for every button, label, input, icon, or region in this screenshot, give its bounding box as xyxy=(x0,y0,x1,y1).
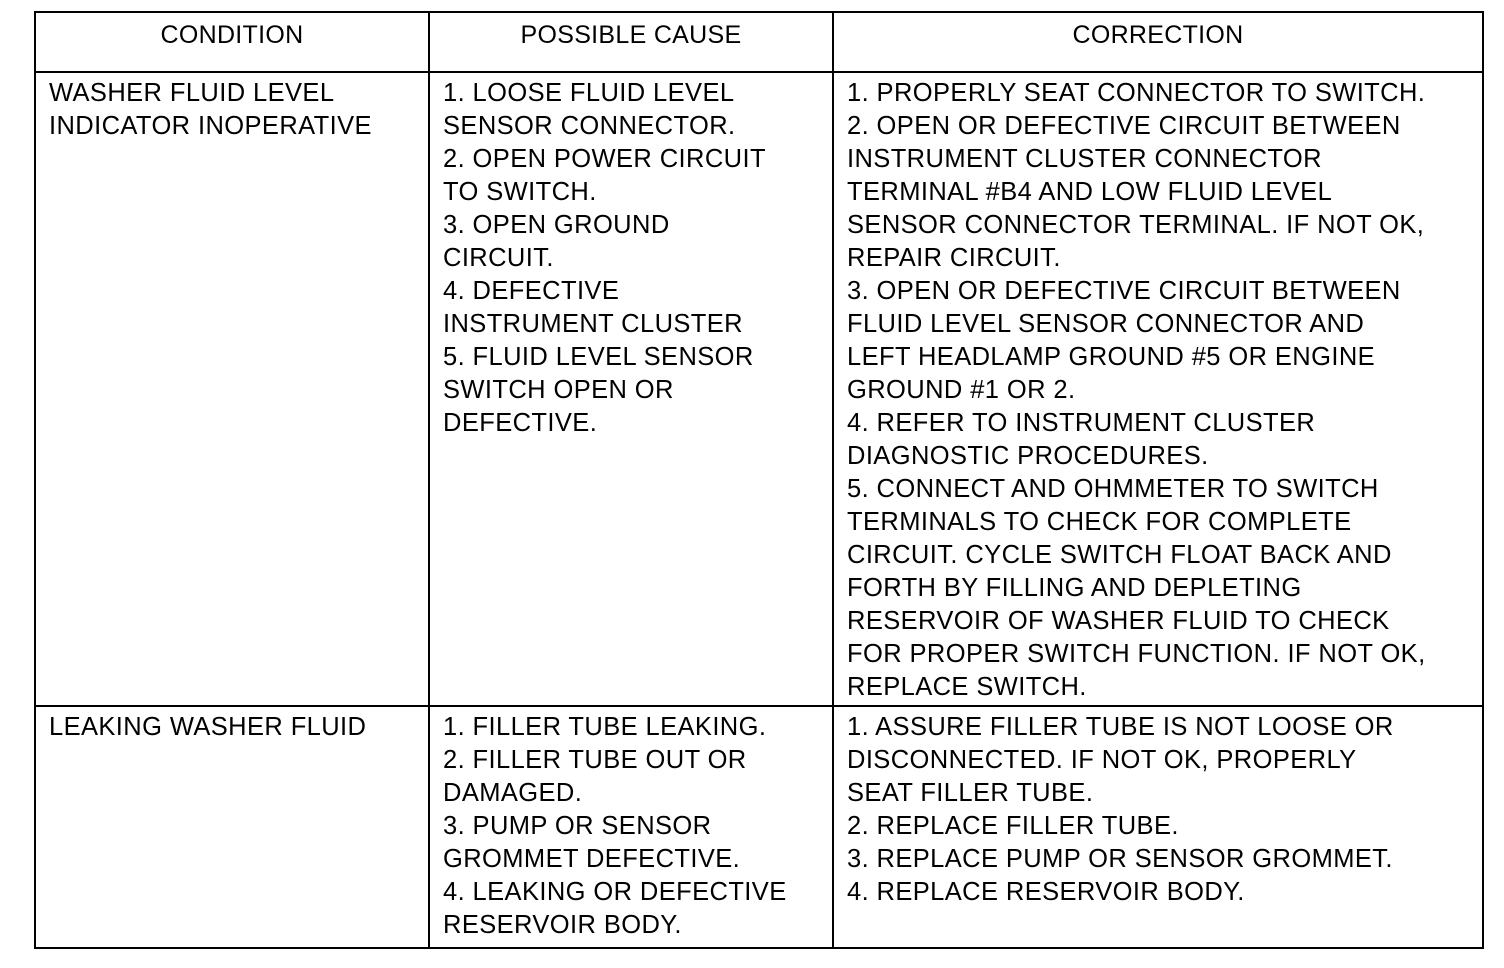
text-line: SEAT FILLER TUBE. xyxy=(847,779,1094,807)
possible-cause-cell xyxy=(429,72,833,706)
text-line: FOR PROPER SWITCH FUNCTION. IF NOT OK, xyxy=(847,640,1426,668)
header-row xyxy=(35,12,1483,72)
condition-text xyxy=(37,708,427,744)
text-line: 3. OPEN GROUND xyxy=(443,211,670,239)
text-line: CIRCUIT. CYCLE SWITCH FLOAT BACK AND xyxy=(847,541,1392,569)
text-line: RESERVOIR BODY. xyxy=(443,911,682,939)
text-line: 1. PROPERLY SEAT CONNECTOR TO SWITCH. xyxy=(847,79,1426,107)
text-line: 1. ASSURE FILLER TUBE IS NOT LOOSE OR xyxy=(847,713,1394,741)
text-line: WASHER FLUID LEVEL xyxy=(49,79,335,107)
condition-text xyxy=(37,74,427,143)
text-line: 4. DEFECTIVE xyxy=(443,277,620,305)
text-line: 4. LEAKING OR DEFECTIVE xyxy=(443,878,787,906)
text-line: LEFT HEADLAMP GROUND #5 OR ENGINE xyxy=(847,343,1376,371)
text-line: 3. REPLACE PUMP OR SENSOR GROMMET. xyxy=(847,845,1393,873)
text-line: 5. FLUID LEVEL SENSOR xyxy=(443,343,754,371)
text-line: 5. CONNECT AND OHMMETER TO SWITCH xyxy=(847,475,1379,503)
text-line: 2. OPEN OR DEFECTIVE CIRCUIT BETWEEN xyxy=(847,112,1401,140)
text-line: LEAKING WASHER FLUID xyxy=(49,713,367,741)
text-line: TO SWITCH. xyxy=(443,178,597,206)
text-line: DISCONNECTED. IF NOT OK, PROPERLY xyxy=(847,746,1357,774)
text-line: GROMMET DEFECTIVE. xyxy=(443,845,741,873)
text-line: DIAGNOSTIC PROCEDURES. xyxy=(847,442,1209,470)
text-line: DAMAGED. xyxy=(443,779,583,807)
header-condition: CONDITION xyxy=(35,12,429,72)
text-line: SENSOR CONNECTOR. xyxy=(443,112,736,140)
text-line: DEFECTIVE. xyxy=(443,409,598,437)
diagnosis-table xyxy=(34,11,1484,949)
condition-cell xyxy=(35,706,429,948)
correction-cell xyxy=(833,706,1483,948)
text-line: SENSOR CONNECTOR TERMINAL. IF NOT OK, xyxy=(847,211,1425,239)
possible-cause-text xyxy=(431,74,831,440)
table-row xyxy=(35,72,1483,706)
possible-cause-cell xyxy=(429,706,833,948)
correction-cell xyxy=(833,72,1483,706)
text-line: FLUID LEVEL SENSOR CONNECTOR AND xyxy=(847,310,1365,338)
header-correction: CORRECTION xyxy=(833,12,1483,72)
text-line: INDICATOR INOPERATIVE xyxy=(49,112,372,140)
text-line: SWITCH OPEN OR xyxy=(443,376,674,404)
text-line: 4. REFER TO INSTRUMENT CLUSTER xyxy=(847,409,1316,437)
text-line: 1. FILLER TUBE LEAKING. xyxy=(443,713,767,741)
text-line: 2. OPEN POWER CIRCUIT xyxy=(443,145,766,173)
header-possible-cause: POSSIBLE CAUSE xyxy=(429,12,833,72)
text-line: TERMINAL #B4 AND LOW FLUID LEVEL xyxy=(847,178,1333,206)
text-line: 1. LOOSE FLUID LEVEL xyxy=(443,79,735,107)
correction-text xyxy=(835,708,1481,909)
condition-cell xyxy=(35,72,429,706)
possible-cause-text xyxy=(431,708,831,942)
text-line: 2. REPLACE FILLER TUBE. xyxy=(847,812,1179,840)
text-line: GROUND #1 OR 2. xyxy=(847,376,1076,404)
text-line: 3. PUMP OR SENSOR xyxy=(443,812,712,840)
text-line: REPLACE SWITCH. xyxy=(847,673,1087,701)
text-line: 2. FILLER TUBE OUT OR xyxy=(443,746,747,774)
text-line: CIRCUIT. xyxy=(443,244,554,272)
text-line: RESERVOIR OF WASHER FLUID TO CHECK xyxy=(847,607,1390,635)
correction-text xyxy=(835,74,1481,704)
text-line: REPAIR CIRCUIT. xyxy=(847,244,1061,272)
text-line: FORTH BY FILLING AND DEPLETING xyxy=(847,574,1302,602)
text-line: INSTRUMENT CLUSTER CONNECTOR xyxy=(847,145,1322,173)
text-line: 4. REPLACE RESERVOIR BODY. xyxy=(847,878,1245,906)
table-row xyxy=(35,706,1483,948)
text-line: INSTRUMENT CLUSTER xyxy=(443,310,744,338)
text-line: TERMINALS TO CHECK FOR COMPLETE xyxy=(847,508,1352,536)
text-line: 3. OPEN OR DEFECTIVE CIRCUIT BETWEEN xyxy=(847,277,1401,305)
